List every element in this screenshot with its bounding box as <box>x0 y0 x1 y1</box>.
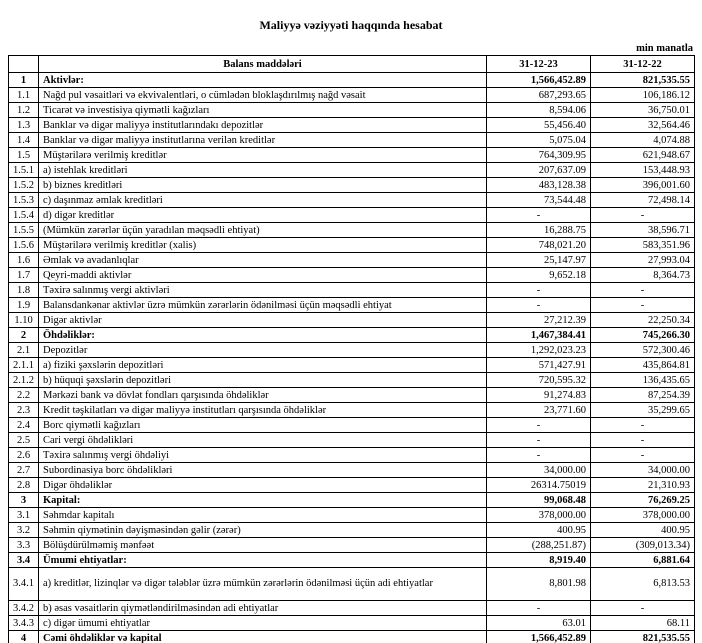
table-row <box>9 88 695 103</box>
row-label: a) kreditlər, lizinqlər və digər tələblər üzrə mümkün zərərlərin ödənilməsi üçün adi ehtiyatlar <box>39 568 487 601</box>
value-31-12-23: 34,000.00 <box>487 463 591 478</box>
row-label: Təxirə salınmış vergi öhdəliyi <box>39 448 487 463</box>
table-row <box>9 133 695 148</box>
value-31-12-23: 748,021.20 <box>487 238 591 253</box>
value-31-12-23: 27,212.39 <box>487 313 591 328</box>
row-label: Mərkəzi bank və dövlət fondları qarşısında öhdəliklər <box>39 388 487 403</box>
row-number: 2.3 <box>9 403 39 418</box>
table-row <box>9 268 695 283</box>
value-31-12-22: 4,074.88 <box>591 133 695 148</box>
table-row <box>9 478 695 493</box>
row-label: Balansdankənar aktivlər üzrə mümkün zərərlərin ödənilməsi üçün məqsədli ehtiyat <box>39 298 487 313</box>
row-number: 1.5.6 <box>9 238 39 253</box>
value-31-12-23: 26314.75019 <box>487 478 591 493</box>
row-number: 1.5.2 <box>9 178 39 193</box>
value-31-12-22: - <box>591 298 695 313</box>
value-31-12-23: 63.01 <box>487 616 591 631</box>
value-31-12-23: (288,251.87) <box>487 538 591 553</box>
row-label: Digər aktivlər <box>39 313 487 328</box>
row-number: 2.1 <box>9 343 39 358</box>
row-number: 1.5.1 <box>9 163 39 178</box>
table-row <box>9 283 695 298</box>
row-number: 1 <box>9 73 39 88</box>
value-31-12-23: 9,652.18 <box>487 268 591 283</box>
value-31-12-23: 73,544.48 <box>487 193 591 208</box>
row-number: 1.5.4 <box>9 208 39 223</box>
row-label: Banklar və digər maliyyə institutlarına verilən kreditlər <box>39 133 487 148</box>
table-row <box>9 508 695 523</box>
row-label: a) istehlak kreditləri <box>39 163 487 178</box>
value-31-12-22: 34,000.00 <box>591 463 695 478</box>
row-number: 3.4.3 <box>9 616 39 631</box>
row-number: 3.4.2 <box>9 601 39 616</box>
table-row <box>9 208 695 223</box>
value-31-12-22: 6,881.64 <box>591 553 695 568</box>
row-number: 1.6 <box>9 253 39 268</box>
row-label: Öhdəliklər: <box>39 328 487 343</box>
unit-note: min manatla <box>636 43 693 54</box>
value-31-12-23: 1,467,384.41 <box>487 328 591 343</box>
value-31-12-23: 1,566,452.89 <box>487 73 591 88</box>
row-label: Kredit təşkilatları və digər maliyyə institutları qarşısında öhdəliklər <box>39 403 487 418</box>
value-31-12-23: 16,288.75 <box>487 223 591 238</box>
value-31-12-22: 8,364.73 <box>591 268 695 283</box>
value-31-12-23: 8,801.98 <box>487 568 591 601</box>
header-row-number <box>9 56 39 73</box>
table-row <box>9 298 695 313</box>
table-row <box>9 601 695 616</box>
table-row <box>9 313 695 328</box>
table-row <box>9 103 695 118</box>
value-31-12-22: 87,254.39 <box>591 388 695 403</box>
value-31-12-23: 207,637.09 <box>487 163 591 178</box>
table-row <box>9 193 695 208</box>
table-row <box>9 403 695 418</box>
row-label: Ümumi ehtiyatlar: <box>39 553 487 568</box>
table-row <box>9 358 695 373</box>
row-label: Səhmin qiymətinin dəyişməsindən gəlir (zərər) <box>39 523 487 538</box>
row-number: 3 <box>9 493 39 508</box>
table-row <box>9 328 695 343</box>
value-31-12-22: 435,864.81 <box>591 358 695 373</box>
table-body <box>9 73 695 643</box>
value-31-12-23: 1,292,023.23 <box>487 343 591 358</box>
value-31-12-23: 400.95 <box>487 523 591 538</box>
value-31-12-22: 621,948.67 <box>591 148 695 163</box>
row-number: 2.1.1 <box>9 358 39 373</box>
value-31-12-23: 91,274.83 <box>487 388 591 403</box>
row-label: (Mümkün zərərlər üçün yaradılan məqsədli ehtiyat) <box>39 223 487 238</box>
row-number: 2.4 <box>9 418 39 433</box>
table-row <box>9 223 695 238</box>
value-31-12-22: - <box>591 283 695 298</box>
value-31-12-22: - <box>591 433 695 448</box>
row-label: a) fiziki şəxslərin depozitləri <box>39 358 487 373</box>
row-number: 1.10 <box>9 313 39 328</box>
row-label: b) hüquqi şəxslərin depozitləri <box>39 373 487 388</box>
table-row <box>9 523 695 538</box>
value-31-12-23: 483,128.38 <box>487 178 591 193</box>
row-label: Əmlak və avadanlıqlar <box>39 253 487 268</box>
value-31-12-23: 55,456.40 <box>487 118 591 133</box>
row-label: d) digər kreditlər <box>39 208 487 223</box>
row-label: c) digər ümumi ehtiyatlar <box>39 616 487 631</box>
row-number: 1.5 <box>9 148 39 163</box>
table-row <box>9 343 695 358</box>
row-number: 2.5 <box>9 433 39 448</box>
row-label: c) daşınmaz əmlak kreditləri <box>39 193 487 208</box>
value-31-12-23: - <box>487 298 591 313</box>
table-row <box>9 178 695 193</box>
value-31-12-22: 36,750.01 <box>591 103 695 118</box>
value-31-12-22: 400.95 <box>591 523 695 538</box>
row-label: Aktivlər: <box>39 73 487 88</box>
table-row <box>9 463 695 478</box>
value-31-12-22: 821,535.55 <box>591 631 695 643</box>
value-31-12-22: 396,001.60 <box>591 178 695 193</box>
value-31-12-23: 8,919.40 <box>487 553 591 568</box>
header-balance-items: Balans maddələri <box>39 56 487 73</box>
table-row <box>9 163 695 178</box>
value-31-12-23: - <box>487 208 591 223</box>
row-label: Banklar və digər maliyyə institutlarındakı depozitlər <box>39 118 487 133</box>
row-label: Kapital: <box>39 493 487 508</box>
value-31-12-23: 1,566,452.89 <box>487 631 591 643</box>
table-row <box>9 538 695 553</box>
value-31-12-22: 821,535.55 <box>591 73 695 88</box>
value-31-12-22: 76,269.25 <box>591 493 695 508</box>
value-31-12-23: - <box>487 601 591 616</box>
row-label: b) əsas vəsaitlərin qiymətləndirilməsindən adi ehtiyatlar <box>39 601 487 616</box>
row-label: Müştərilərə verilmiş kreditlər <box>39 148 487 163</box>
value-31-12-22: 153,448.93 <box>591 163 695 178</box>
row-number: 2.8 <box>9 478 39 493</box>
table-row <box>9 553 695 568</box>
value-31-12-23: 5,075.04 <box>487 133 591 148</box>
value-31-12-22: - <box>591 418 695 433</box>
value-31-12-22: 378,000.00 <box>591 508 695 523</box>
value-31-12-22: 106,186.12 <box>591 88 695 103</box>
row-number: 2.2 <box>9 388 39 403</box>
table-row <box>9 616 695 631</box>
row-number: 1.5.5 <box>9 223 39 238</box>
value-31-12-23: - <box>487 283 591 298</box>
row-label: b) biznes kreditləri <box>39 178 487 193</box>
row-number: 1.5.3 <box>9 193 39 208</box>
row-number: 1.8 <box>9 283 39 298</box>
value-31-12-23: 720,595.32 <box>487 373 591 388</box>
value-31-12-23: 99,068.48 <box>487 493 591 508</box>
table-header-row <box>9 56 695 73</box>
table-row <box>9 238 695 253</box>
value-31-12-22: 22,250.34 <box>591 313 695 328</box>
header-date-31-12-22: 31-12-22 <box>591 56 695 73</box>
value-31-12-23: 25,147.97 <box>487 253 591 268</box>
row-label: Digər öhdəliklər <box>39 478 487 493</box>
row-number: 1.1 <box>9 88 39 103</box>
table-row <box>9 388 695 403</box>
value-31-12-22: 68.11 <box>591 616 695 631</box>
value-31-12-23: 378,000.00 <box>487 508 591 523</box>
value-31-12-22: 583,351.96 <box>591 238 695 253</box>
row-label: Depozitlər <box>39 343 487 358</box>
value-31-12-22: 32,564.46 <box>591 118 695 133</box>
row-number: 3.4 <box>9 553 39 568</box>
row-number: 2 <box>9 328 39 343</box>
row-label: Subordinasiya borc öhdəlikləri <box>39 463 487 478</box>
value-31-12-22: (309,013.34) <box>591 538 695 553</box>
table-row <box>9 118 695 133</box>
row-number: 2.7 <box>9 463 39 478</box>
value-31-12-23: - <box>487 433 591 448</box>
row-number: 1.2 <box>9 103 39 118</box>
table-row <box>9 73 695 88</box>
value-31-12-23: 23,771.60 <box>487 403 591 418</box>
value-31-12-23: 687,293.65 <box>487 88 591 103</box>
row-number: 2.6 <box>9 448 39 463</box>
row-number: 3.3 <box>9 538 39 553</box>
table-row <box>9 448 695 463</box>
row-number: 2.1.2 <box>9 373 39 388</box>
row-label: Bölüşdürülməmiş mənfəət <box>39 538 487 553</box>
row-label: Borc qiymətli kağızları <box>39 418 487 433</box>
row-number: 1.4 <box>9 133 39 148</box>
value-31-12-22: 35,299.65 <box>591 403 695 418</box>
row-label: Müştərilərə verilmiş kreditlər (xalis) <box>39 238 487 253</box>
row-label: Nağd pul vəsaitləri və ekvivalentləri, o cümlədən bloklaşdırılmış nağd vəsait <box>39 88 487 103</box>
table-row <box>9 631 695 643</box>
table-row <box>9 433 695 448</box>
row-number: 3.2 <box>9 523 39 538</box>
table-row <box>9 568 695 601</box>
table-row <box>9 493 695 508</box>
table-row <box>9 373 695 388</box>
value-31-12-22: 72,498.14 <box>591 193 695 208</box>
row-label: Qeyri-maddi aktivlər <box>39 268 487 283</box>
balance-sheet-table <box>8 55 695 643</box>
value-31-12-22: 745,266.30 <box>591 328 695 343</box>
value-31-12-22: - <box>591 448 695 463</box>
row-number: 1.7 <box>9 268 39 283</box>
row-label: Ticarət və investisiya qiymətli kağızları <box>39 103 487 118</box>
value-31-12-22: - <box>591 208 695 223</box>
row-number: 3.4.1 <box>9 568 39 601</box>
row-number: 4 <box>9 631 39 643</box>
table-row <box>9 148 695 163</box>
value-31-12-22: 136,435.65 <box>591 373 695 388</box>
row-label: Təxirə salınmış vergi aktivləri <box>39 283 487 298</box>
value-31-12-22: 572,300.46 <box>591 343 695 358</box>
table-row <box>9 253 695 268</box>
row-number: 3.1 <box>9 508 39 523</box>
value-31-12-23: 764,309.95 <box>487 148 591 163</box>
row-label: Cari vergi öhdəlikləri <box>39 433 487 448</box>
value-31-12-22: 6,813.53 <box>591 568 695 601</box>
value-31-12-23: - <box>487 418 591 433</box>
row-label: Səhmdar kapitalı <box>39 508 487 523</box>
page-title: Maliyyə vəziyyəti haqqında hesabat <box>259 18 443 32</box>
value-31-12-23: - <box>487 448 591 463</box>
value-31-12-23: 8,594.06 <box>487 103 591 118</box>
table-row <box>9 418 695 433</box>
value-31-12-22: 27,993.04 <box>591 253 695 268</box>
value-31-12-23: 571,427.91 <box>487 358 591 373</box>
row-number: 1.9 <box>9 298 39 313</box>
value-31-12-22: - <box>591 601 695 616</box>
value-31-12-22: 21,310.93 <box>591 478 695 493</box>
row-number: 1.3 <box>9 118 39 133</box>
header-date-31-12-23: 31-12-23 <box>487 56 591 73</box>
value-31-12-22: 38,596.71 <box>591 223 695 238</box>
row-label: Cəmi öhdəliklər və kapital <box>39 631 487 643</box>
